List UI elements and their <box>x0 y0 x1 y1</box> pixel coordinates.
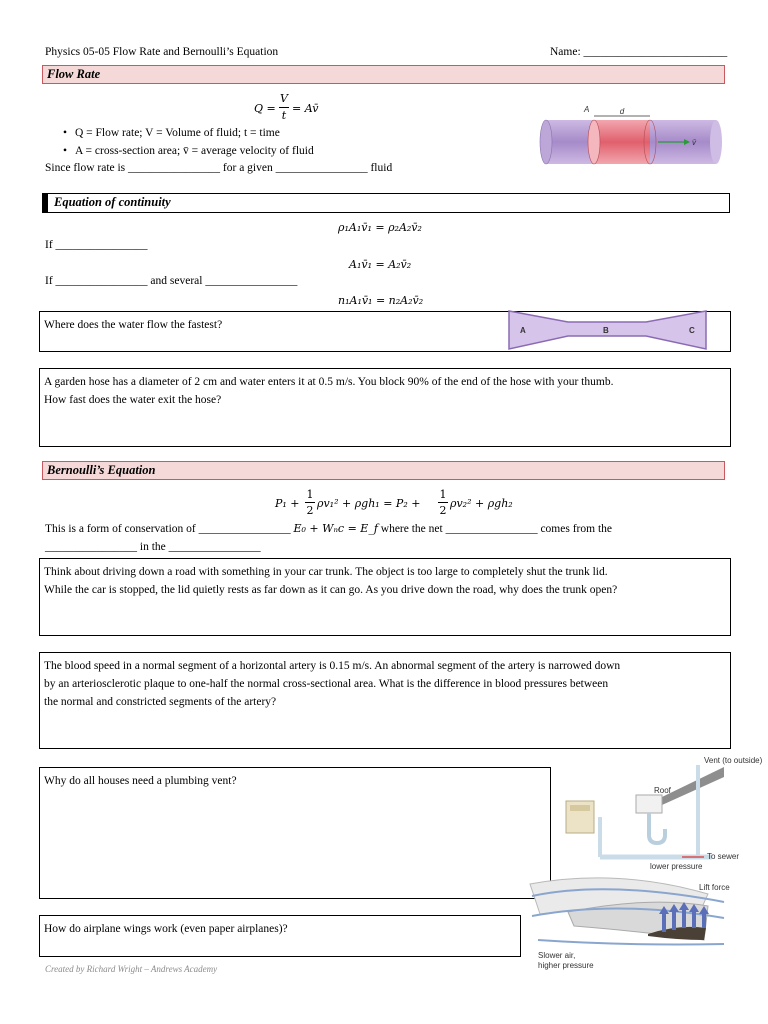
higher-pressure-label: higher pressure <box>538 961 594 970</box>
pipe-label-v: v̄ <box>692 138 696 147</box>
continuity-condition-1: If ________________ <box>45 239 148 251</box>
question-blood-pressure[interactable] <box>39 652 731 749</box>
slower-air-label: Slower air, <box>538 951 576 960</box>
bullet-item: • Q = Flow rate; V = Volume of fluid; t = time <box>45 124 525 142</box>
question-text: Where does the water flow the fastest? <box>44 319 223 331</box>
continuity-equation-density: ρ₁A₁v̄₁ = ρ₂A₂v̄₂ <box>338 221 422 234</box>
question-text: The blood speed in a normal segment of a horizontal artery is 0.15 m/s. An abnormal segment of the artery is narrowed down by an arteriosclerotic plaque to one-half the normal cross-sectional area. What is the difference in blood pressures between the normal and constricted segments of the artery? <box>44 660 621 708</box>
footer-credit: Created by Richard Wright – Andrews Academy <box>45 964 218 974</box>
nozzle-label-c: C <box>689 326 695 335</box>
conservation-statement: This is a form of conservation of ________________ E₀ + Wₙc = E_f where the net ________________ comes from the <box>45 522 612 535</box>
question-text: How do airplane wings work (even paper airplanes)? <box>44 923 288 935</box>
bernoulli-heading: Bernoulli’s Equation <box>47 463 156 477</box>
lower-pressure-label: lower pressure <box>650 862 703 871</box>
flow-rate-definitions <box>45 124 525 160</box>
bullet-item: • A = cross-section area; v̄ = average velocity of fluid <box>45 142 525 160</box>
document-title: Physics 05-05 Flow Rate and Bernoulli’s Equation <box>45 46 279 58</box>
continuity-equation-area: A₁v̄₁ = A₂v̄₂ <box>349 258 412 271</box>
sink-icon <box>636 795 662 813</box>
pipe-label-a: A <box>584 105 590 114</box>
fluid-volume <box>594 120 650 164</box>
sewer-label: To sewer <box>707 852 740 861</box>
question-text: Why do all houses need a plumbing vent? <box>44 775 237 787</box>
pipe-flow-diagram <box>538 100 722 172</box>
continuity-condition-2: If ________________ and several ________________ <box>45 275 298 287</box>
plumbing-diagram <box>552 756 763 872</box>
continuity-equation-branches: n₁A₁v̄₁ = n₂A₂v̄₂ <box>338 294 424 307</box>
flow-rate-heading: Flow Rate <box>47 67 101 81</box>
bernoulli-equation: P₁ + 1 2 ρv₁² + ρgh₁ = P₂ + 1 2 ρv₂² + ρgh₂ <box>275 488 513 517</box>
question-plumbing-vent[interactable] <box>39 767 551 899</box>
question-car-trunk[interactable] <box>39 558 731 636</box>
continuity-heading-bar <box>42 193 730 213</box>
question-text: A garden hose has a diameter of 2 cm and water enters it at 0.5 m/s. You block 90% of the end of the hose with your thumb. How fast does the water exit the hose? <box>44 376 614 406</box>
name-field[interactable]: Name: _________________________ <box>550 46 728 58</box>
nozzle-label-a: A <box>520 326 526 335</box>
nozzle-label-b: B <box>603 326 609 335</box>
bernoulli-heading-bar <box>42 461 725 480</box>
question-airplane-wings[interactable] <box>39 915 521 957</box>
lift-force-label: Lift force <box>699 883 730 892</box>
flow-rate-statement: Since flow rate is ________________ for a given ________________ fluid <box>45 162 393 174</box>
airfoil-diagram <box>528 866 732 974</box>
conservation-statement-cont: ________________ in the ________________ <box>45 541 261 553</box>
question-garden-hose[interactable] <box>39 368 731 447</box>
roof-label: Roof <box>654 786 671 795</box>
vent-label: Vent (to outside) <box>704 756 763 765</box>
continuity-heading: Equation of continuity <box>54 195 171 209</box>
question-text: Think about driving down a road with something in your car trunk. The object is too large to completely shut the trunk lid. While the car is stopped, the lid quietly rests as far down as it can go. As you drive down the road, why does the trunk open? <box>44 566 618 596</box>
nozzle-diagram <box>506 308 712 356</box>
flow-rate-heading-bar <box>42 65 725 84</box>
pipe-label-d: d <box>619 107 625 116</box>
